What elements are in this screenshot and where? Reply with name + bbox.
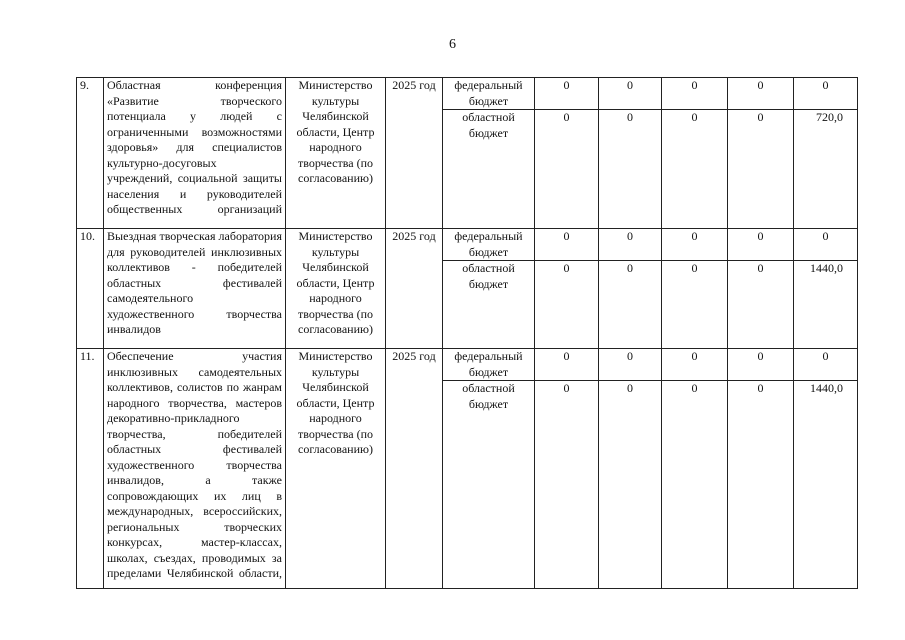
funding-value: 1440,0 — [794, 261, 858, 349]
funding-value: 0 — [535, 349, 599, 381]
executor: Министерство культуры Челябинской области, Центр народного творчества (по согласованию) — [286, 229, 386, 349]
funding-value: 0 — [599, 349, 662, 381]
year: 2025 год — [386, 229, 443, 349]
funding-value: 0 — [728, 261, 794, 349]
funding-value: 0 — [535, 229, 599, 261]
funding-value: 0 — [535, 78, 599, 110]
measure-name: Выездная творческая лаборатория для руководителей инклюзивных коллективов - победителей областных фестивалей самодеятельного художественного творчества инвалидов — [104, 229, 286, 349]
measure-name: Областная конференция «Развитие творческого потенциала у людей с ограниченными возможностями здоровья» для специалистов культурно-досуговых учреждений, социальной защиты населения и руководителей общественных организаций — [104, 78, 286, 229]
funding-source: областной бюджет — [443, 110, 535, 229]
funding-value: 0 — [535, 110, 599, 229]
funding-value: 720,0 — [794, 110, 858, 229]
funding-value: 0 — [662, 261, 728, 349]
funding-value: 0 — [599, 110, 662, 229]
table-row — [77, 229, 858, 261]
table-row — [77, 78, 858, 110]
funding-source: федеральный бюджет — [443, 78, 535, 110]
funding-value: 0 — [728, 381, 794, 589]
funding-source: областной бюджет — [443, 381, 535, 589]
row-number: 11. — [77, 349, 104, 589]
page-number: 6 — [449, 37, 456, 52]
year: 2025 год — [386, 349, 443, 589]
measure-name: Обеспечение участия инклюзивных самодеятельных коллективов, солистов по жанрам народного творчества, мастеров декоративно-прикладного творчества, победителей областных фестивалей художественного творчества инвалидов, а также сопровождающих их лиц в международных, всероссийских, региональных творческих конкурсах, мастер-классах, школах, съездах, проводимых за пределами Челябинской области, — [104, 349, 286, 589]
funding-source: областной бюджет — [443, 261, 535, 349]
funding-value: 0 — [662, 349, 728, 381]
funding-value: 0 — [662, 381, 728, 589]
funding-value: 0 — [662, 78, 728, 110]
funding-value: 0 — [599, 78, 662, 110]
funding-value: 0 — [794, 229, 858, 261]
funding-value: 0 — [794, 78, 858, 110]
funding-value: 0 — [535, 381, 599, 589]
funding-value: 0 — [599, 381, 662, 589]
row-number: 10. — [77, 229, 104, 349]
funding-value: 0 — [728, 78, 794, 110]
funding-value: 0 — [535, 261, 599, 349]
table-body — [77, 78, 858, 589]
funding-source: федеральный бюджет — [443, 229, 535, 261]
funding-source: федеральный бюджет — [443, 349, 535, 381]
executor: Министерство культуры Челябинской области, Центр народного творчества (по согласованию) — [286, 349, 386, 589]
funding-value: 0 — [728, 349, 794, 381]
funding-value: 0 — [599, 261, 662, 349]
funding-value: 0 — [728, 229, 794, 261]
year: 2025 год — [386, 78, 443, 229]
funding-value: 0 — [794, 349, 858, 381]
funding-value: 0 — [662, 229, 728, 261]
funding-value: 1440,0 — [794, 381, 858, 589]
funding-value: 0 — [662, 110, 728, 229]
funding-value: 0 — [599, 229, 662, 261]
row-number: 9. — [77, 78, 104, 229]
funding-value: 0 — [728, 110, 794, 229]
executor: Министерство культуры Челябинской области, Центр народного творчества (по согласованию) — [286, 78, 386, 229]
measures-table — [76, 77, 858, 589]
table-row — [77, 349, 858, 381]
